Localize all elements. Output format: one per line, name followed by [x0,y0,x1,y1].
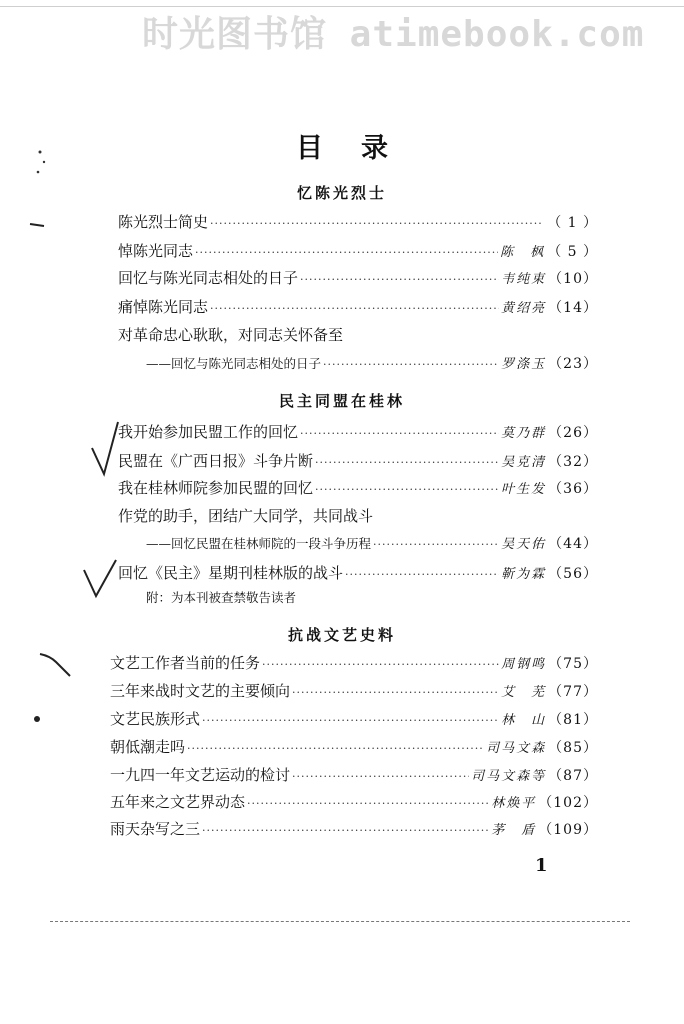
toc-note[interactable]: 附：为本刊被查禁敬告读者 [146,590,297,605]
entry-author: 林焕平 [491,796,537,811]
entry-title: 朝低潮走吗 [110,738,186,756]
toc-entry[interactable] [118,296,598,318]
entry-author: 罗涤玉 [501,357,547,372]
toc-entry[interactable] [110,736,598,758]
entry-author: 茅 盾 [491,823,537,838]
entry-page: （56） [548,566,598,582]
top-rule [0,6,684,7]
entry-page: （36） [548,481,598,497]
entry-author: 司马文森 [486,741,547,756]
scan-speck-icon [28,218,48,230]
toc-entry[interactable] [118,267,598,289]
check-mark-icon [88,418,122,478]
entry-title: 回忆《民主》星期刊桂林版的战斗 [118,564,344,582]
toc-entry-heading[interactable]: 作党的助手，团结广大同学，共同战斗 [118,507,374,525]
entry-author: 韦纯束 [501,272,547,287]
entry-page: （109） [538,822,598,838]
entry-page: （14） [548,300,598,316]
entry-page: （26） [548,425,598,441]
entry-title: 民盟在《广西日报》斗争片断 [118,452,314,470]
leader-dots [247,793,489,815]
entry-title: 陈光烈士简史 [118,213,209,231]
entry-author: 靳为霖 [501,567,547,582]
entry-title: 五年来之文艺界动态 [110,793,246,811]
entry-title: 雨天杂写之三 [110,820,201,838]
section-title-1: 忆陈光烈士 [296,184,387,202]
pen-stroke-icon [36,640,76,680]
toc-entry[interactable] [110,764,598,786]
entry-page: （75） [548,656,598,672]
leader-dots [187,738,484,760]
toc-entry[interactable] [110,791,598,813]
toc-entry[interactable] [110,680,598,702]
leader-dots [373,534,499,556]
entry-author: 司马文森等 [471,769,547,784]
entry-page: （87） [548,768,598,784]
toc-entry-sub[interactable] [146,353,598,375]
entry-page: （ 5 ） [547,244,598,260]
entry-author: 叶生发 [501,482,547,497]
leader-dots [210,213,543,235]
entry-title: 痛悼陈光同志 [118,298,209,316]
toc-entry-sub[interactable] [146,533,598,555]
leader-dots [202,820,489,842]
leader-dots [262,654,499,676]
entry-page: （23） [548,356,598,372]
section-title-2: 民主同盟在桂林 [278,392,405,410]
leader-dots [210,298,499,320]
entry-author: 艾 芜 [501,685,547,700]
leader-dots [292,766,469,788]
entry-title: 文艺工作者当前的任务 [110,654,261,672]
page-number: 1 [535,855,548,876]
toc-entry[interactable] [110,818,598,840]
leader-dots [195,242,498,264]
entry-page: （32） [548,454,598,470]
entry-author: 陈 枫 [500,245,546,260]
toc-entry[interactable] [110,652,598,674]
toc-entry[interactable] [118,211,598,233]
entry-title: ——回忆民盟在桂林师院的一段斗争历程 [146,536,372,551]
entry-page: （77） [548,684,598,700]
scan-speck-icon [30,144,54,184]
leader-dots [300,269,499,291]
toc-entry[interactable] [110,708,598,730]
leader-dots [202,710,499,732]
entry-author: 周钢鸣 [501,657,547,672]
entry-author: 林 山 [501,713,547,728]
entry-page: （85） [548,740,598,756]
entry-author: 黄绍亮 [501,301,547,316]
watermark: 时光图书馆 atimebook.com [142,14,645,55]
toc-entry[interactable] [118,240,598,262]
entry-page: （81） [548,712,598,728]
section-title-3: 抗战文艺史料 [287,626,396,644]
entry-title: ——回忆与陈光同志相处的日子 [146,356,322,371]
entry-title: 一九四一年文艺运动的检讨 [110,766,291,784]
toc-entry[interactable] [118,477,598,499]
check-mark-icon [80,556,120,602]
toc-entry[interactable] [118,450,598,472]
toc-entry[interactable] [118,421,598,443]
entry-title: 回忆与陈光同志相处的日子 [118,269,299,287]
entry-title: 文艺民族形式 [110,710,201,728]
toc-entry[interactable] [118,562,598,584]
entry-page: （102） [538,795,598,811]
leader-dots [315,452,499,474]
entry-title: 我在桂林师院参加民盟的回忆 [118,479,314,497]
entry-author: 莫乃群 [501,426,547,441]
entry-page: （10） [548,271,598,287]
leader-dots [323,354,499,376]
toc-entry-heading[interactable]: 对革命忠心耿耿，对同志关怀备至 [118,326,344,344]
entry-author: 吴克清 [501,455,547,470]
leader-dots [315,479,499,501]
entry-title: 三年来战时文艺的主要倾向 [110,682,291,700]
page-title: 目录 [296,133,426,164]
leader-dots [345,564,499,586]
entry-title: 悼陈光同志 [118,242,194,260]
scan-speck-icon [30,712,44,726]
entry-title: 我开始参加民盟工作的回忆 [118,423,299,441]
leader-dots [300,423,499,445]
entry-page: （44） [548,536,598,552]
leader-dots [292,682,499,704]
entry-author: 吴天佑 [501,537,547,552]
entry-page: （ 1 ） [547,215,598,231]
bottom-scan-line [50,921,630,922]
